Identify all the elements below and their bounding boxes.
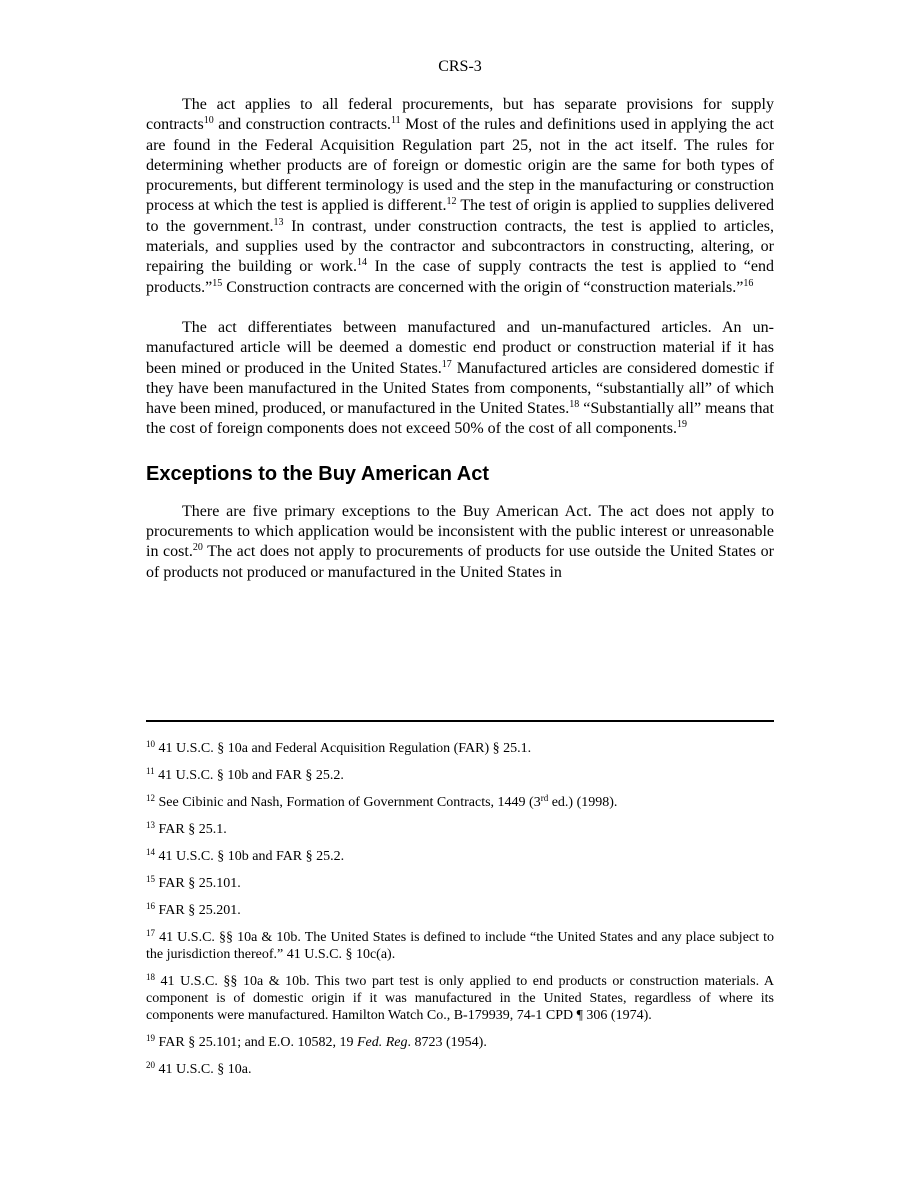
footnote-marker: 13 [146,820,155,830]
footnote-marker: 10 [146,739,155,749]
page-header [146,57,774,77]
footnote-marker: 13 [273,216,284,228]
footnote-17 [146,929,774,963]
footnote-marker: 11 [146,766,155,776]
paragraph-1 [146,95,774,298]
footnote-marker: 12 [146,793,155,803]
footnote-marker: 12 [446,196,457,208]
footnote-marker: 18 [569,399,580,411]
footnote-marker: 11 [391,115,401,127]
text-run: The act does not apply to procurements of products for use outside the United States or of products not produced or manufactured in the United States in [146,543,775,581]
footnote-10 [146,740,774,757]
footnotes [146,740,774,1088]
italic-text: Fed. Reg [356,1035,408,1050]
footnote-marker: 19 [146,1033,155,1043]
footnote-14 [146,848,774,865]
footnote-marker: 17 [441,358,452,370]
footnote-marker: 15 [212,277,223,289]
text-run: FAR § 25.1. [155,822,227,837]
paragraph-3 [146,502,774,583]
text-run: 41 U.S.C. §§ 10a & 10b. This two part test is only applied to end products or construction materials. A component is of domestic origin if it was manufactured in the United States, regardless of where its components were manufactured. Hamilton Watch Co., B-179939, 74-1 CPD ¶ 306 (1974). [146,974,774,1023]
paragraph-2 [146,318,774,440]
footnote-marker: rd [540,793,549,803]
text-run: 41 U.S.C. § 10a and Federal Acquisition Regulation (FAR) § 25.1. [155,741,532,756]
footnote-15 [146,875,774,892]
footnote-20 [146,1061,774,1078]
body-text [146,95,774,583]
footnote-19 [146,1034,774,1051]
text-run: There are five primary exceptions to the Buy American Act. The act does not apply to procurements to which application would be inconsistent with the public interest or unreasonable in cost. [146,502,774,561]
text-run: 41 U.S.C. § 10a. [155,1062,252,1077]
footnote-marker: 15 [146,874,155,884]
text-run: and construction contracts. [213,116,392,134]
text-run: The test of origin is applied to supplies delivered to the government. [146,197,775,235]
text-run: 41 U.S.C. § 10b and FAR § 25.2. [154,768,344,783]
page-label: CRS-3 [438,58,482,75]
text-run: FAR § 25.101; and E.O. 10582, 19 [155,1035,357,1050]
text-run: Construction contracts are concerned with the origin of “construction materials.” [222,278,744,296]
text-run: 41 U.S.C. § 10b and FAR § 25.2. [155,849,345,864]
text-run: Manufactured articles are considered domestic if they have been manufactured in the United States from components, “substantially all” of which have been mined, produced, or manufactured in the United States. [146,359,774,418]
footnote-11 [146,767,774,784]
text-run: In the case of supply contracts the test is applied to “end products.” [146,258,774,296]
text-run: “Substantially all” means that the cost of foreign components does not exceed 50% of the cost of all components. [146,400,774,438]
text-run: In contrast, under construction contracts, the test is applied to articles, materials, and supplies used by the contractor and subcontractors in constructing, altering, or repairing the building or work. [146,217,774,276]
text-run: The act applies to all federal procurements, but has separate provisions for supply contracts [146,96,774,134]
footnote-marker: 17 [146,928,155,938]
text-run: Most of the rules and definitions used in applying the act are found in the Federal Acquisition Regulation part 25, not in the act itself. The rules for determining whether products are of foreign or domestic origin are the same for both types of procurements, but different terminology is used and the step in the manufacturing or construction process at which the test is applied is different. [146,116,774,215]
footnote-13 [146,821,774,838]
footnote-12 [146,794,774,811]
text-run: FAR § 25.101. [155,876,241,891]
footnote-16 [146,902,774,919]
footnote-marker: 19 [676,419,687,431]
footnote-marker: 14 [146,847,155,857]
footnote-marker: 16 [743,277,754,289]
footnote-marker: 14 [357,257,368,269]
text-run: FAR § 25.201. [155,903,241,918]
text-run: . 8723 (1954). [407,1035,487,1050]
section-heading: Exceptions to the Buy American Act [146,462,490,485]
text-run: The act differentiates between manufactured and un-manufactured articles. An un-manufactured article will be deemed a domestic end product or construction material if it has been mined or produced in the United States. [146,318,774,377]
text-run: 41 U.S.C. §§ 10a & 10b. The United States is defined to include “the United States and any place subject to the jurisdiction thereof.” 41 U.S.C. § 10c(a). [146,930,774,962]
footnote-marker: 20 [192,542,203,554]
text-run: ed.) (1998). [548,795,618,810]
footnote-marker: 18 [146,972,155,982]
footnote-marker: 10 [203,115,214,127]
footnote-divider [146,720,774,722]
footnote-marker: 16 [146,901,155,911]
text-run: See Cibinic and Nash, Formation of Government Contracts, 1449 (3 [155,795,541,810]
footnote-18 [146,973,774,1024]
footnote-marker: 20 [146,1060,155,1070]
